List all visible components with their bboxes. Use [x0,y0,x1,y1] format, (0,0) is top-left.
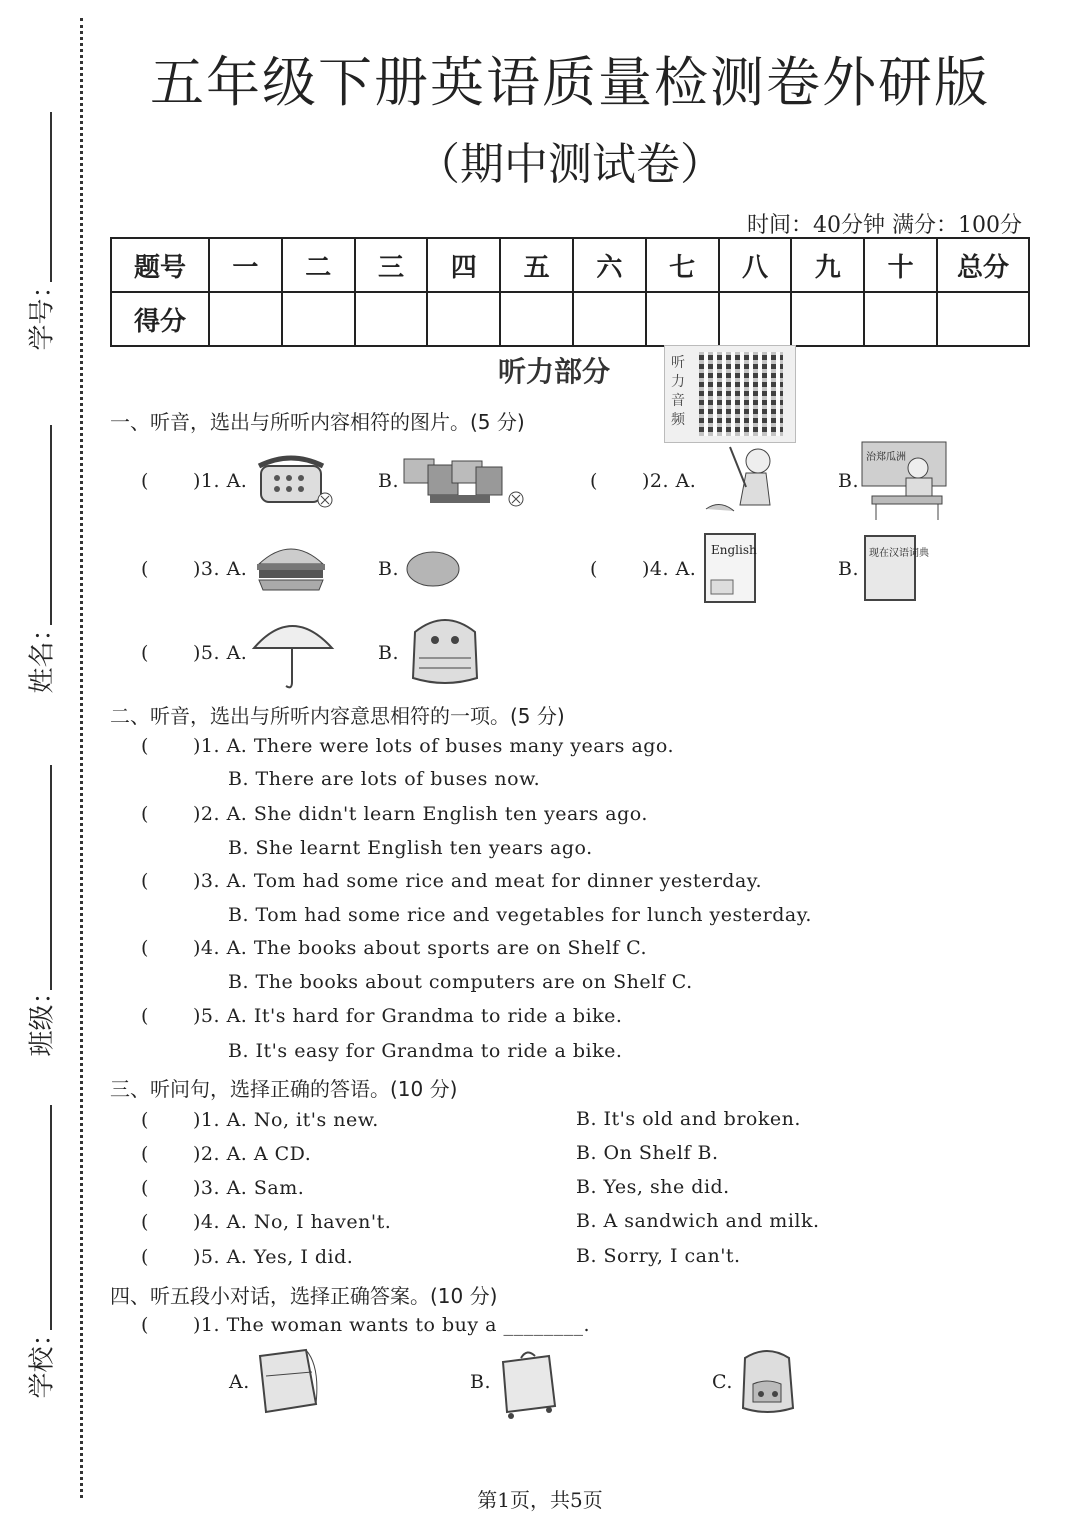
part3-q4-a: )4. A. No, I haven't. [193,1211,392,1233]
header-cell: 一 [209,238,282,292]
part1-q1-b: B. [378,470,400,492]
answer-paren[interactable]: ( [141,642,149,664]
score-table [110,237,1030,347]
score-cell[interactable] [719,292,792,346]
part2-title: 二、听音，选出与所听内容意思相符的一项。(5 分) [110,704,565,728]
english-book-icon [703,532,758,604]
header-cell: 总分 [937,238,1029,292]
answer-paren[interactable]: ( [141,803,149,825]
score-row-label: 得分 [111,292,209,346]
qr-code-icon [699,352,783,436]
page-footer: 第1页，共5页 [477,1488,603,1512]
english-book-title: English [711,543,757,557]
part1-q2-b: B. [838,470,860,492]
hamburger-icon [255,540,327,592]
suitcase-icon [493,1346,563,1420]
student-id-line [50,112,52,282]
teacher-blackboard-icon [860,440,948,522]
dictionary-title: 现在汉语词典 [869,548,929,559]
part3-q4-b: B. A sandwich and milk. [576,1210,820,1232]
part3-q5-a: )5. A. Yes, I did. [193,1246,354,1268]
part2-q4-a: )4. A. The books about sports are on Shelf C. [193,937,648,959]
answer-paren[interactable]: ( [141,1177,149,1199]
answer-paren[interactable]: ( [141,870,149,892]
score-table-score-row [111,292,1029,346]
answer-paren[interactable]: ( [141,937,149,959]
answer-paren[interactable]: ( [590,558,598,580]
part2-q2-a: )2. A. She didn't learn English ten years ago. [193,803,648,825]
page-subtitle: （期中测试卷） [416,139,724,190]
header-cell: 三 [355,238,428,292]
answer-paren[interactable]: ( [141,558,149,580]
answer-paren[interactable]: ( [141,1314,149,1336]
part4-opt-b: B. [470,1371,492,1393]
answer-paren[interactable]: ( [141,1246,149,1268]
dictionary-icon [863,534,929,602]
part1-q5-num: )5. A. [193,642,248,664]
part4-opt-c: C. [712,1371,733,1393]
part2-q3-a: )3. A. Tom had some rice and meat for dinner yesterday. [193,870,763,892]
header-cell: 二 [282,238,355,292]
class-line [50,765,52,990]
part2-q5-a: )5. A. It's hard for Grandma to ride a bike. [193,1005,623,1027]
answer-paren[interactable]: ( [141,1109,149,1131]
score-cell[interactable] [646,292,719,346]
score-cell[interactable] [500,292,573,346]
header-cell: 六 [573,238,646,292]
answer-paren[interactable]: ( [141,1211,149,1233]
part4-title: 四、听五段小对话，选择正确答案。(10 分) [110,1284,498,1308]
header-cell: 题号 [111,238,209,292]
part1-title: 一、听音，选出与所听内容相符的图片。(5 分) [110,410,525,434]
time-info: 时间：40分钟 满分：100分 [747,213,1022,238]
school-line [50,1105,52,1330]
part3-q5-b: B. Sorry, I can't. [576,1245,741,1267]
part1-q3-num: )3. A. [193,558,248,580]
name-label: 姓名： [27,615,58,694]
score-cell[interactable] [573,292,646,346]
school-backpack-icon [735,1344,800,1416]
header-cell: 五 [500,238,573,292]
class-label: 班级： [27,978,58,1057]
school-label: 学校： [27,1320,58,1399]
header-cell: 十 [864,238,937,292]
header-cell: 四 [427,238,500,292]
score-cell[interactable] [282,292,355,346]
score-cell[interactable] [209,292,282,346]
answer-paren[interactable]: ( [141,1143,149,1165]
score-cell[interactable] [791,292,864,346]
part3-q3-b: B. Yes, she did. [576,1176,730,1198]
egg-icon [405,550,463,588]
part2-q4-b: B. The books about computers are on Shelf C. [228,971,693,993]
answer-paren[interactable]: ( [141,470,149,492]
score-cell[interactable] [427,292,500,346]
part2-q5-b: B. It's easy for Grandma to ride a bike. [228,1040,623,1062]
score-cell[interactable] [355,292,428,346]
score-table-header-row [111,238,1029,292]
schoolbag-icon [405,612,485,688]
part1-q5-b: B. [378,642,400,664]
part1-q2-num: )2. A. [642,470,697,492]
blackboard-text: 治郑瓜洲 [866,452,906,463]
part4-opt-a: A. [229,1371,250,1393]
umbrella-icon [250,612,336,692]
qr-label: 听力音频 [671,355,685,428]
telephone-icon [255,452,337,510]
part4-q1: )1. The woman wants to buy a ________. [193,1314,591,1336]
name-line [50,425,52,625]
header-cell: 九 [791,238,864,292]
page-title: 五年级下册英语质量检测卷外研版 [150,51,990,114]
part1-q4-b: B. [838,558,860,580]
grandpa-sweeping-icon [700,443,795,521]
part1-q4-num: )4. A. [642,558,697,580]
answer-paren[interactable]: ( [141,735,149,757]
score-cell[interactable] [864,292,937,346]
part3-q2-a: )2. A. A CD. [193,1143,312,1165]
part3-title: 三、听问句，选择正确的答语。(10 分) [110,1077,458,1101]
answer-paren[interactable]: ( [590,470,598,492]
header-cell: 八 [719,238,792,292]
part2-q2-b: B. She learnt English ten years ago. [228,837,593,859]
part3-q3-a: )3. A. Sam. [193,1177,305,1199]
qr-code-box[interactable] [664,345,796,443]
binding-dotted-line [80,18,83,1498]
score-cell[interactable] [937,292,1029,346]
answer-paren[interactable]: ( [141,1005,149,1027]
part1-q3-b: B. [378,558,400,580]
listening-section-title: 听力部分 [498,355,611,388]
student-id-label: 学号： [27,272,58,351]
backpack-icon [252,1346,324,1418]
part2-q1-b: B. There are lots of buses now. [228,768,541,790]
part1-q1-num: )1. A. [193,470,248,492]
computers-icon [400,455,528,510]
header-cell: 七 [646,238,719,292]
part2-q3-b: B. Tom had some rice and vegetables for lunch yesterday. [228,904,812,926]
part3-q1-b: B. It's old and broken. [576,1108,801,1130]
part3-q2-b: B. On Shelf B. [576,1142,719,1164]
part3-q1-a: )1. A. No, it's new. [193,1109,379,1131]
part2-q1-a: )1. A. There were lots of buses many years ago. [193,735,675,757]
